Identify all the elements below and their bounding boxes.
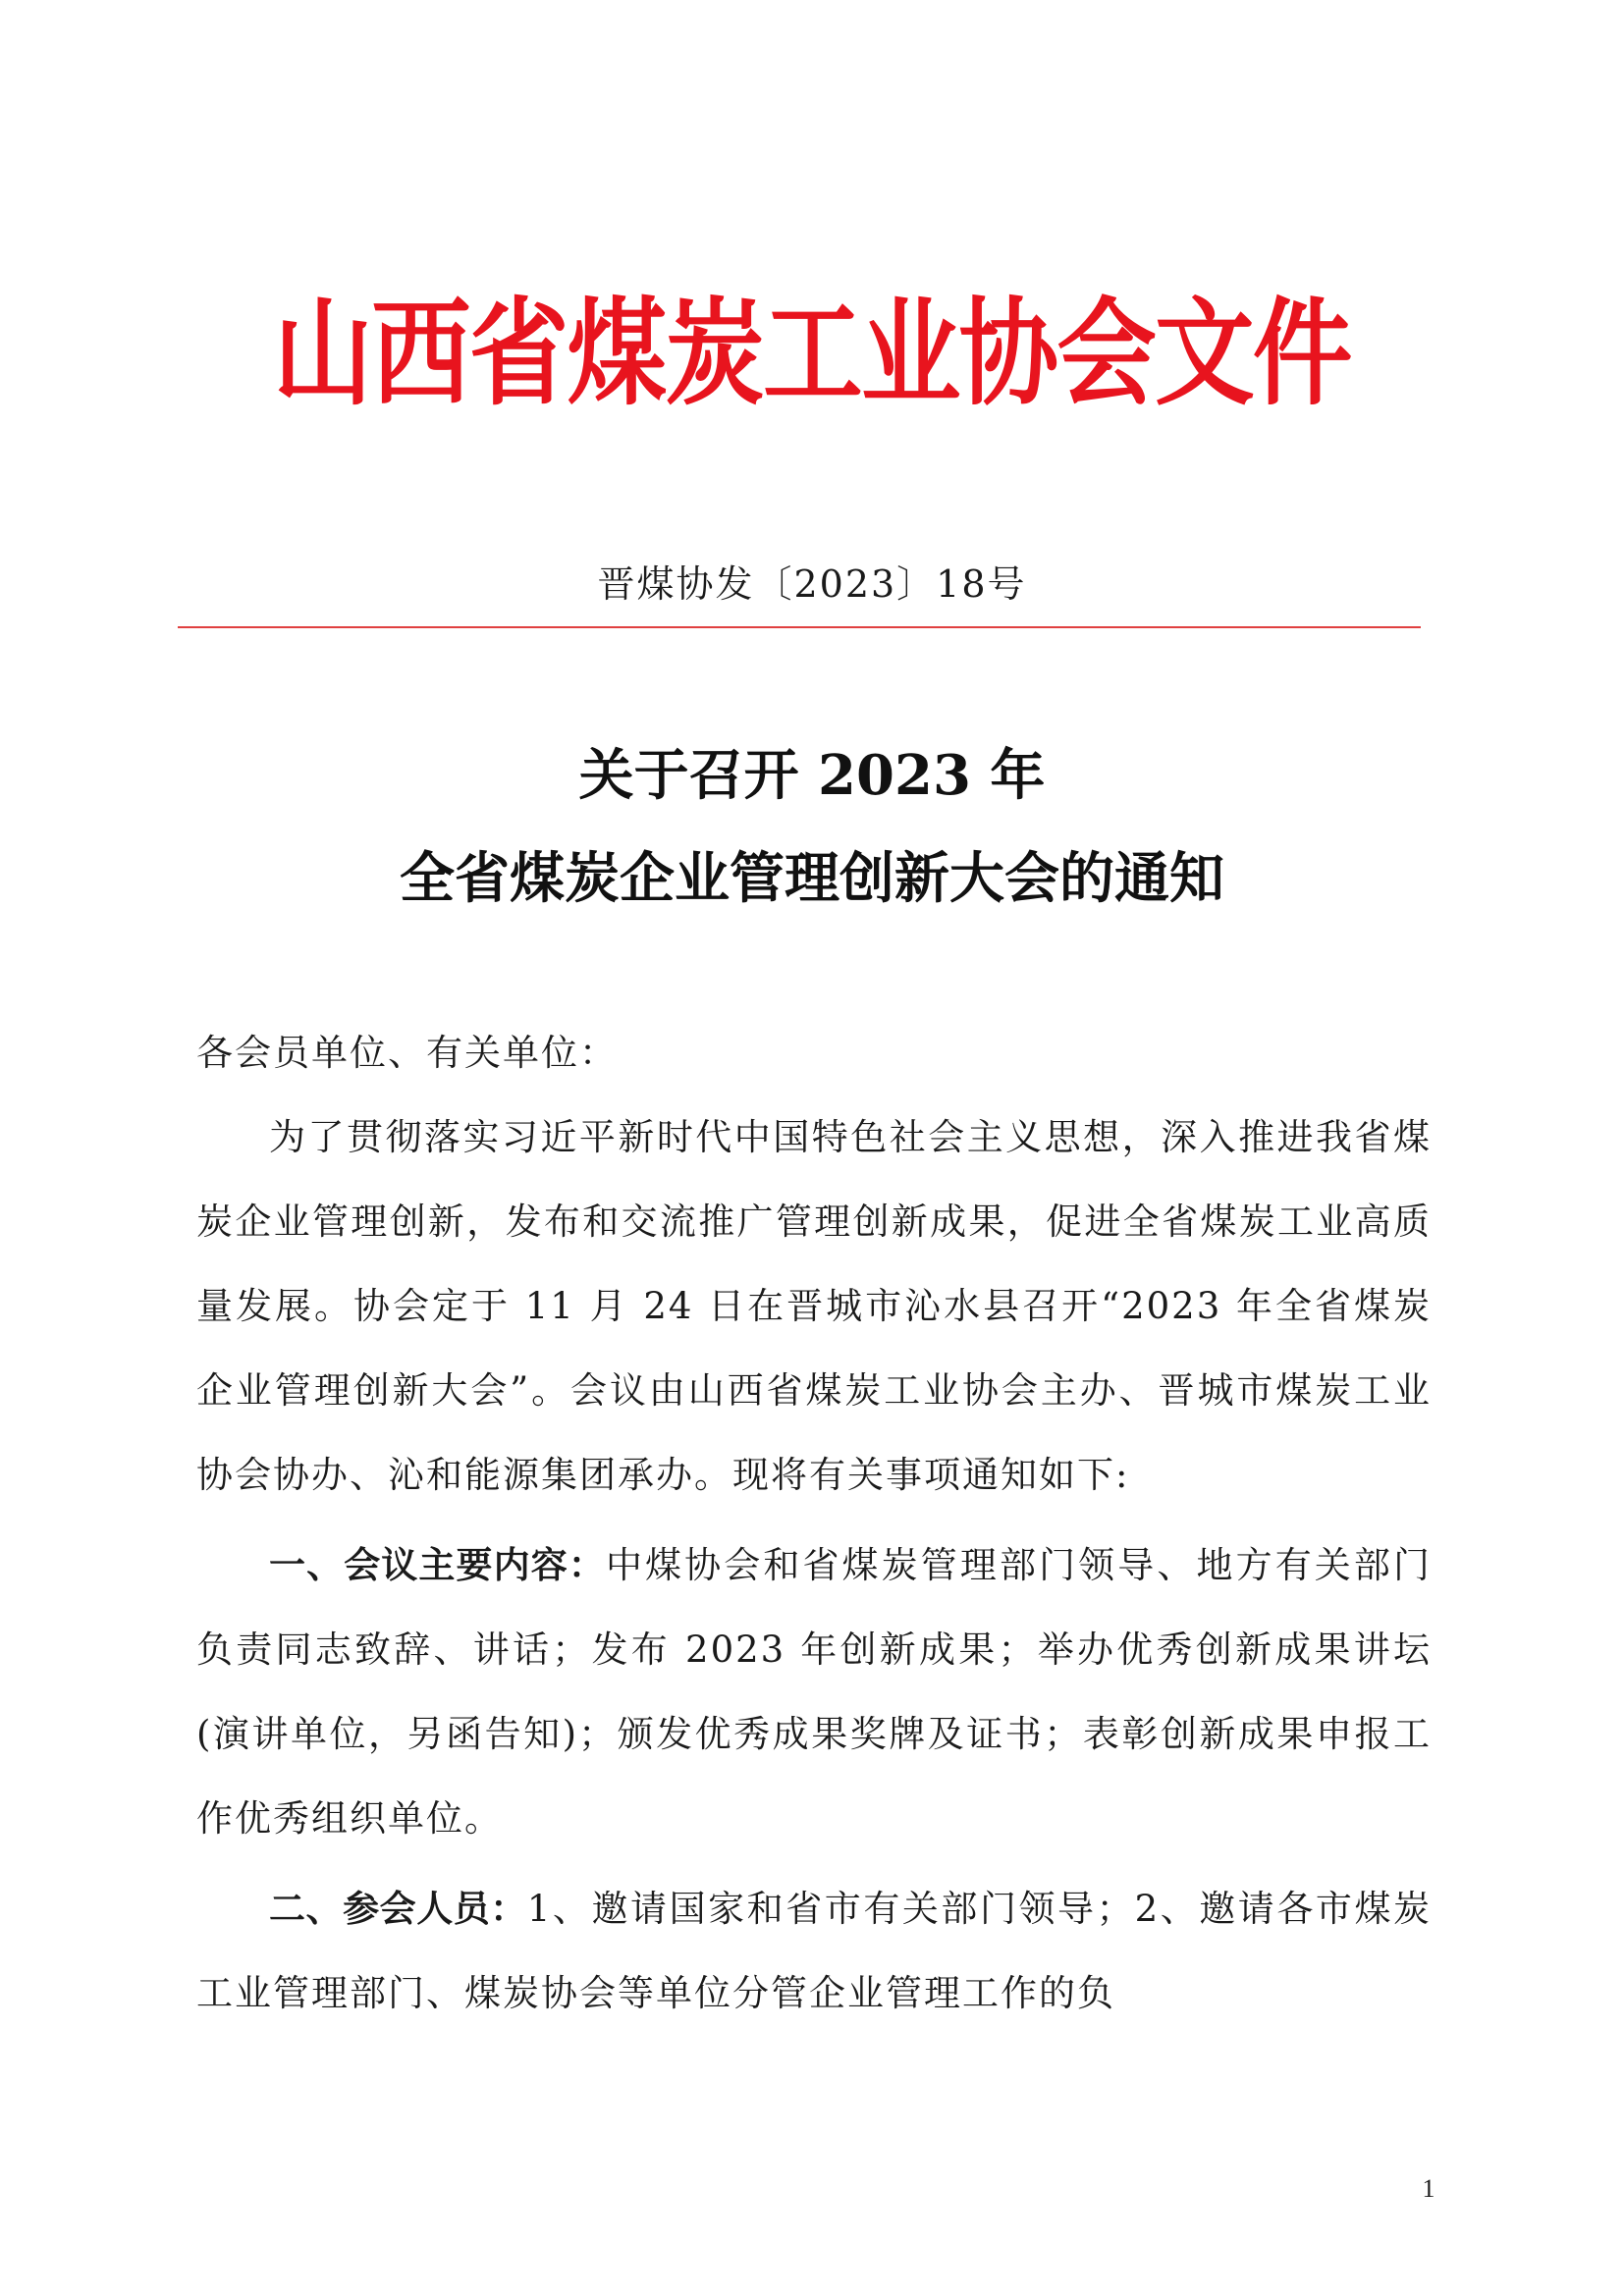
header-divider: [178, 626, 1421, 628]
section-1-paragraph: [196, 1523, 1432, 1861]
section-2-paragraph: [196, 1867, 1432, 2036]
section-2-heading: 二、参会人员：: [269, 1888, 527, 1930]
document-number: 晋煤协发〔2023〕18号: [597, 562, 1027, 606]
salutation: 各会员单位、有关单位：: [196, 1032, 618, 1074]
document-title-line2: 全省煤炭企业管理创新大会的通知: [400, 846, 1224, 911]
intro-paragraph: 为了贯彻落实习近平新时代中国特色社会主义思想，深入推进我省煤炭企业管理创新，发布和交流推广管理创新成果，促进全省煤炭工业高质量发展。协会定于 11 月 24 日在晋城市沁水县召开“2023 年全省煤炭企业管理创新大会”。会议由山西省煤炭工业协会主办、晋城市煤炭工业协会协办、沁和能源集团承办。现将有关事项通知如下:: [196, 1116, 1432, 1496]
issuer-masthead: 山西省煤炭工业协会文件: [273, 285, 1351, 421]
section-2-text: 1、邀请国家和省市有关部门领导；2、邀请各市煤炭工业管理部门、煤炭协会等单位分管企业管理工作的负: [196, 1888, 1432, 2014]
section-1-text: 中煤协会和省煤炭管理部门领导、地方有关部门负责同志致辞、讲话；发布 2023 年创新成果；举办优秀创新成果讲坛(演讲单位，另函告知)；颁发优秀成果奖牌及证书；表彰创新成果申报工作优秀组织单位。: [196, 1544, 1433, 1840]
document-title-line1: 关于召开 2023 年: [578, 743, 1046, 808]
section-1-heading: 一、会议主要内容：: [269, 1544, 606, 1586]
page-number: 1: [1422, 2174, 1435, 2203]
document-body: [196, 1011, 1432, 2036]
